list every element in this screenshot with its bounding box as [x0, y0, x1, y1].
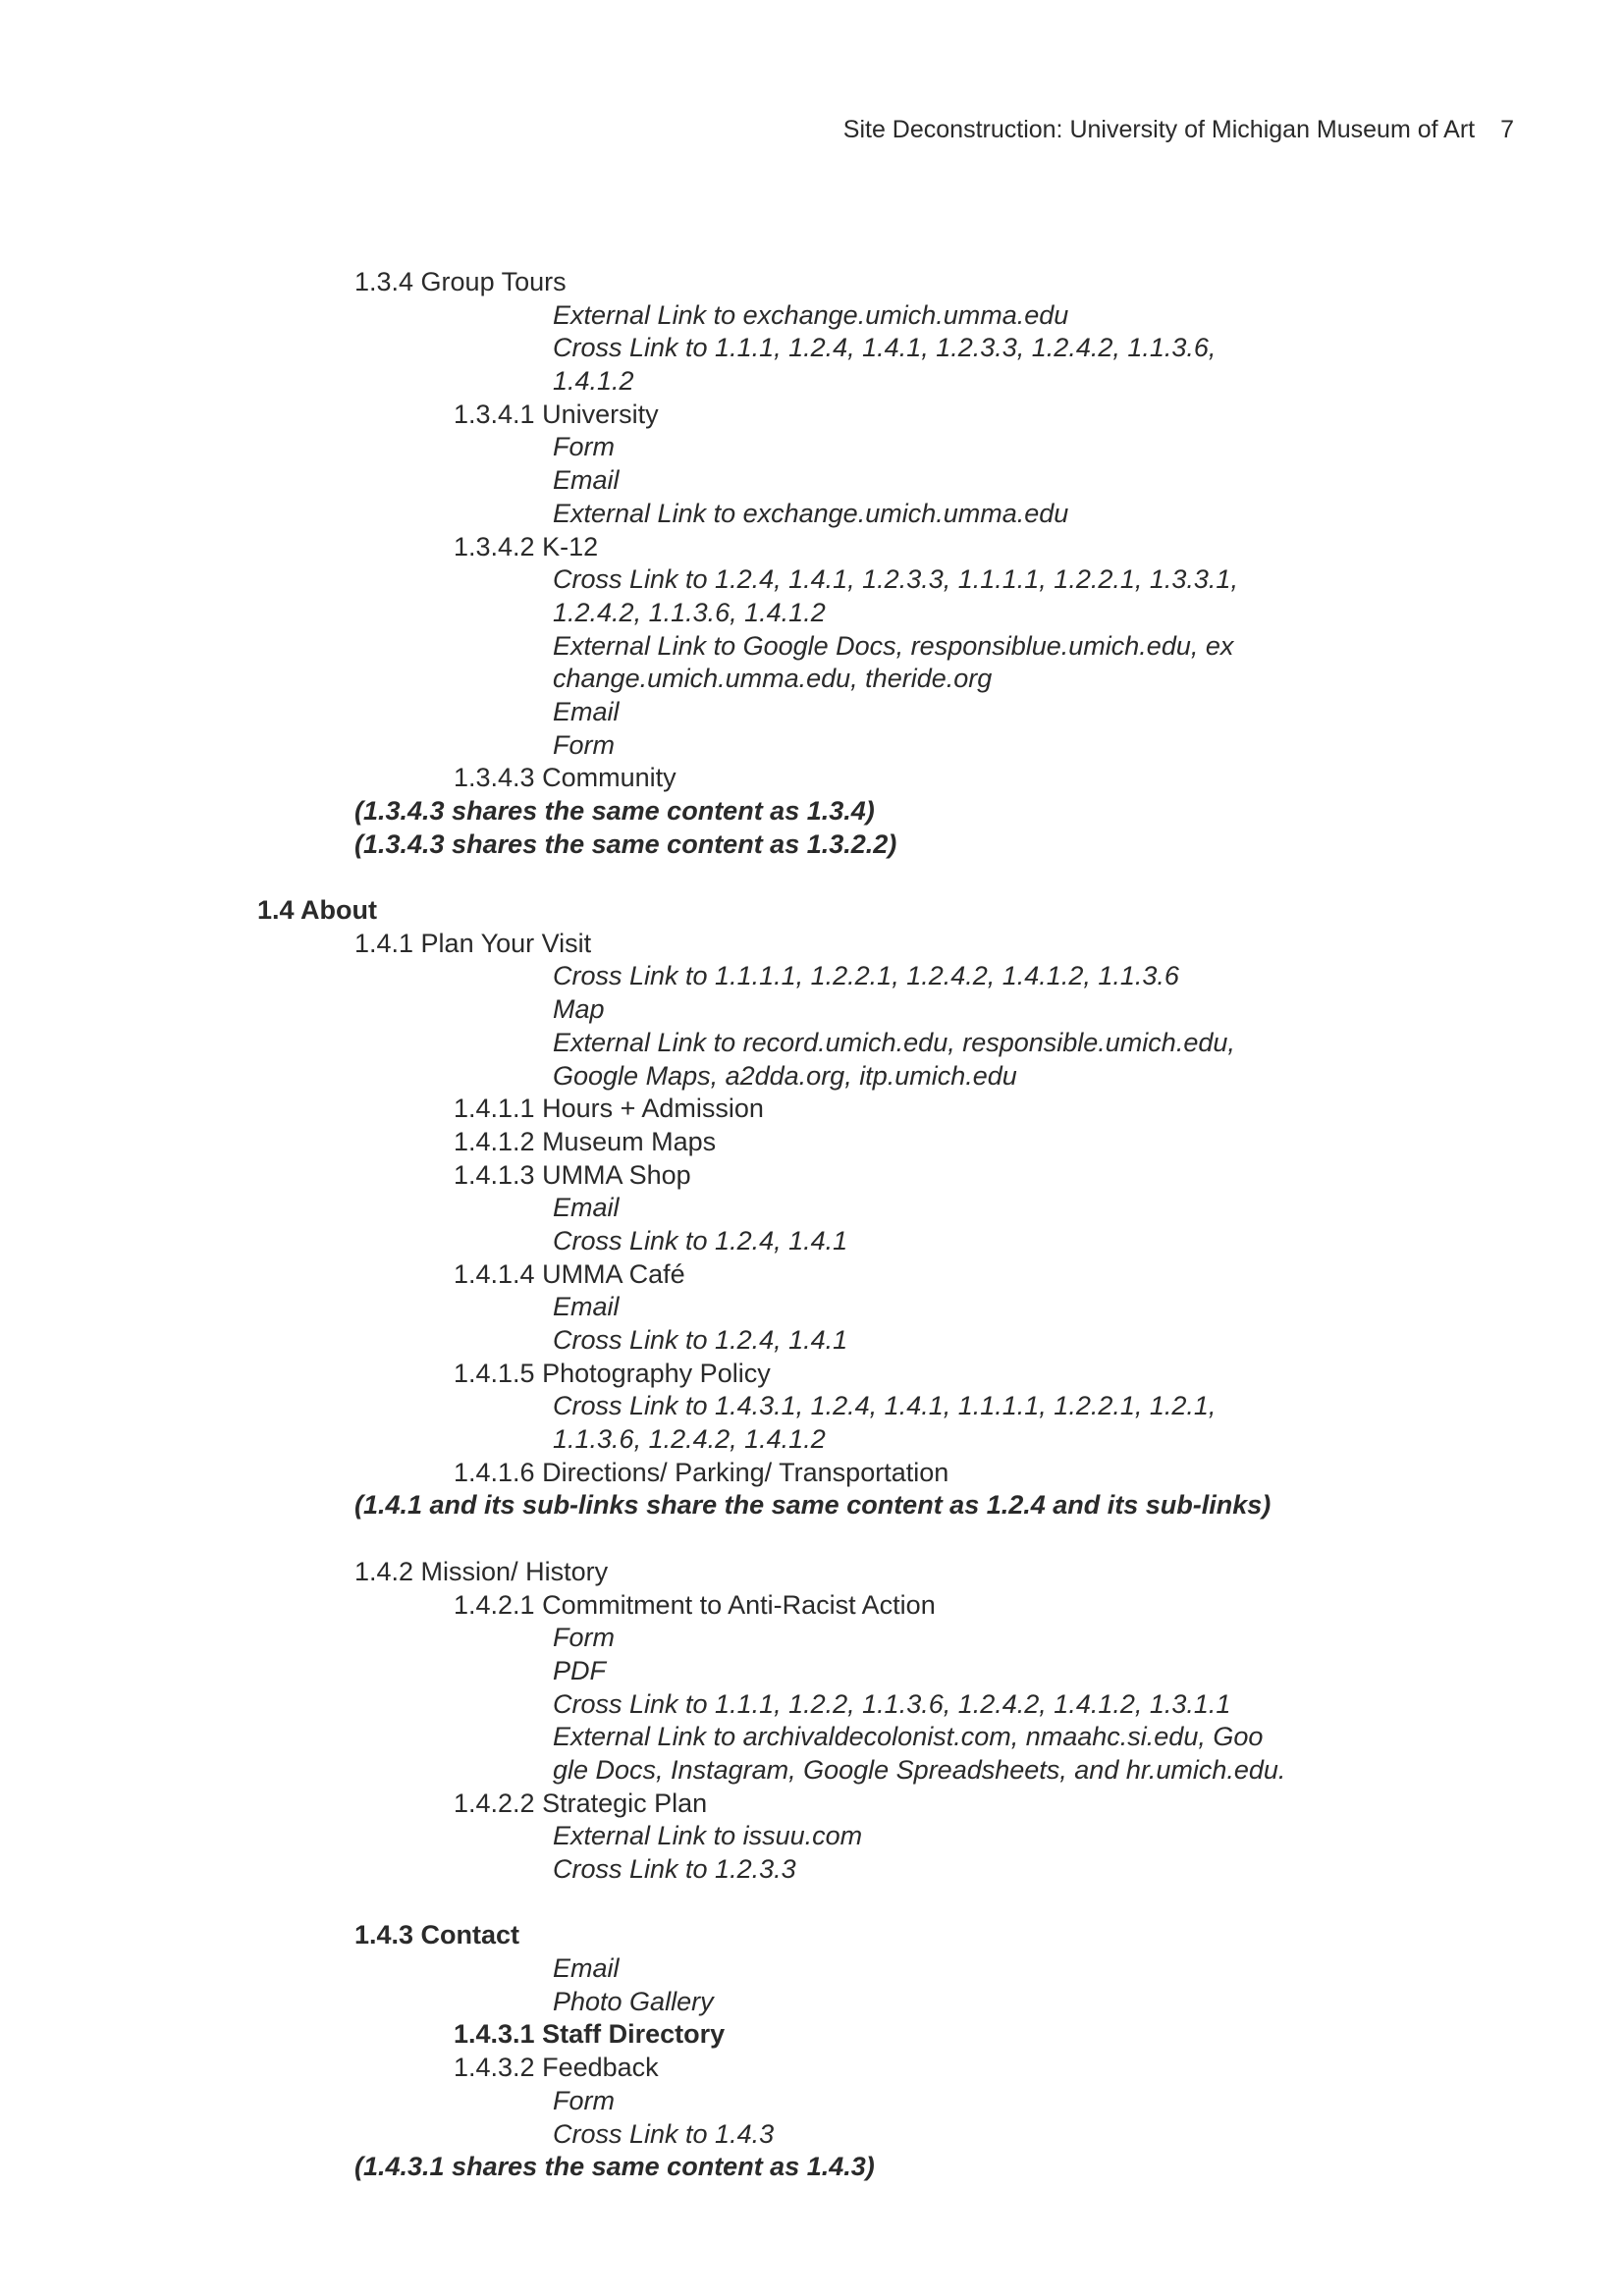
outline-content: [0, 266, 1624, 2184]
header-title: Site Deconstruction: University of Michigan Museum of Art: [842, 116, 1476, 143]
outline-subheading: 1.4.3.2 Feedback: [454, 2053, 659, 2083]
outline-note: Google Maps, a2dda.org, itp.umich.edu: [553, 1060, 1017, 1091]
outline-note: Email: [553, 1193, 620, 1223]
outline-subheading: 1.4.1.6 Directions/ Parking/ Transportation: [454, 1457, 949, 1487]
outline-note: Email: [553, 1292, 620, 1322]
outline-note: change.umich.umma.edu, theride.org: [553, 664, 993, 694]
outline-note: Cross Link to 1.2.4, 1.4.1: [553, 1325, 848, 1355]
outline-note: Form: [553, 729, 615, 760]
outline-heading-bold: 1.4.3 Contact: [354, 1920, 520, 1950]
outline-subheading-bold: 1.4.3.1 Staff Directory: [454, 2019, 726, 2050]
outline-subheading: 1.3.4.1 University: [454, 399, 659, 429]
shared-content-note: (1.4.1 and its sub-links share the same content as 1.2.4 and its sub-links): [354, 1490, 1272, 1521]
outline-subheading: 1.4.2.1 Commitment to Anti-Racist Action: [454, 1589, 936, 1620]
outline-note: Cross Link to 1.1.1, 1.2.4, 1.4.1, 1.2.3.3, 1.2.4.2, 1.1.3.6,: [553, 333, 1217, 363]
outline-subheading: 1.4.1.2 Museum Maps: [454, 1126, 717, 1156]
outline-note: gle Docs, Instagram, Google Spreadsheets, and hr.umich.edu.: [553, 1754, 1286, 1785]
outline-note: Email: [553, 696, 620, 726]
outline-subheading: 1.4.1.3 UMMA Shop: [454, 1159, 691, 1190]
outline-heading: 1.4.2 Mission/ History: [354, 1556, 609, 1586]
outline-heading: 1.4.1 Plan Your Visit: [354, 928, 592, 958]
outline-note: 1.4.1.2: [553, 366, 634, 397]
shared-content-note: (1.3.4.3 shares the same content as 1.3.4): [354, 796, 875, 826]
outline-note: External Link to exchange.umich.umma.edu: [553, 498, 1069, 528]
outline-note: Email: [553, 1953, 620, 1984]
outline-note: Cross Link to 1.1.1, 1.2.2, 1.1.3.6, 1.2.4.2, 1.4.1.2, 1.3.1.1: [553, 1688, 1231, 1719]
outline-note: External Link to archivaldecolonist.com, nmaahc.si.edu, Goo: [553, 1722, 1264, 1752]
outline-note: 1.1.3.6, 1.2.4.2, 1.4.1.2: [553, 1424, 826, 1455]
outline-note: Map: [553, 994, 605, 1025]
outline-subheading: 1.4.2.2 Strategic Plan: [454, 1788, 708, 1818]
section-heading: 1.4 About: [257, 895, 378, 926]
outline-note: Cross Link to 1.2.4, 1.4.1, 1.2.3.3, 1.1.1.1, 1.2.2.1, 1.3.3.1,: [553, 564, 1238, 595]
outline-note: External Link to Google Docs, responsiblue.umich.edu, ex: [553, 630, 1234, 661]
outline-note: External Link to exchange.umich.umma.edu: [553, 299, 1069, 330]
shared-content-note: (1.3.4.3 shares the same content as 1.3.2.2): [354, 828, 897, 859]
outline-note: Cross Link to 1.2.3.3: [553, 1854, 796, 1884]
running-header: [843, 116, 1514, 144]
outline-note: PDF: [553, 1655, 606, 1685]
outline-note: Form: [553, 1623, 615, 1653]
outline-note: External Link to issuu.com: [553, 1821, 863, 1851]
outline-note: Cross Link to 1.4.3: [553, 2118, 775, 2149]
outline-heading: 1.3.4 Group Tours: [354, 267, 567, 296]
outline-note: Cross Link to 1.4.3.1, 1.2.4, 1.4.1, 1.1.1.1, 1.2.2.1, 1.2.1,: [553, 1391, 1217, 1421]
outline-note: Cross Link to 1.1.1.1, 1.2.2.1, 1.2.4.2, 1.4.1.2, 1.1.3.6: [553, 961, 1179, 991]
outline-subheading: 1.3.4.3 Community: [454, 763, 677, 793]
outline-note: Cross Link to 1.2.4, 1.4.1: [553, 1225, 848, 1255]
outline-note: Form: [553, 432, 615, 462]
outline-subheading: 1.3.4.2 K-12: [454, 531, 599, 561]
outline-note: External Link to record.umich.edu, responsible.umich.edu,: [553, 1027, 1235, 1057]
outline-note: 1.2.4.2, 1.1.3.6, 1.4.1.2: [553, 597, 826, 627]
outline-note: Photo Gallery: [553, 1986, 714, 2016]
outline-subheading: 1.4.1.4 UMMA Café: [454, 1258, 685, 1289]
outline-subheading: 1.4.1.5 Photography Policy: [454, 1358, 771, 1388]
outline-note: Email: [553, 465, 620, 496]
page-number: 7: [1500, 116, 1514, 143]
outline-note: Form: [553, 2085, 615, 2115]
shared-content-note: (1.4.3.1 shares the same content as 1.4.3): [354, 2152, 875, 2182]
outline-subheading: 1.4.1.1 Hours + Admission: [454, 1094, 764, 1124]
